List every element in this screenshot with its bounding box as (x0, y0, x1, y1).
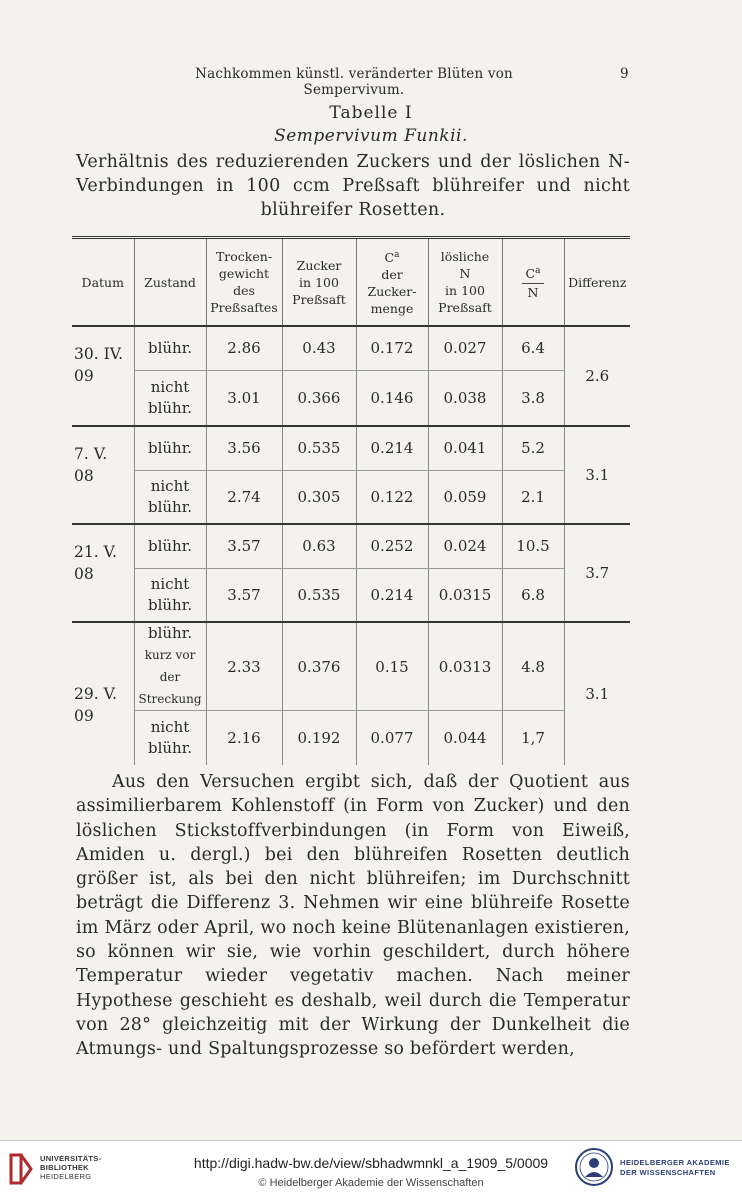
differenz-cell: 3.1 (564, 426, 630, 524)
header-differenz: Differenz (564, 238, 630, 327)
n-cell: 0.044 (428, 711, 502, 765)
datum-cell: 30. IV. 09 (72, 326, 134, 426)
datum-cell: 7. V. 08 (72, 426, 134, 524)
table-subtitle: Sempervivum Funkii. (274, 126, 468, 146)
header-loesliche-n: lösliche N in 100 Preßsaft (428, 238, 502, 327)
header-trockengewicht: Trocken- gewicht des Preßsaftes (206, 238, 282, 327)
page-url-link[interactable]: http://digi.hadw-bw.de/view/sbhadwmnkl_a_1909_5/0009 (193, 1155, 549, 1171)
zustand-cell: blühr. kurz vor der Streckung (134, 622, 206, 711)
ratio-cell: 10.5 (502, 524, 564, 568)
zucker-cell: 0.63 (282, 524, 356, 568)
n-cell: 0.0313 (428, 622, 502, 711)
table-row (72, 524, 630, 568)
ca-cell: 0.077 (356, 711, 428, 765)
header-datum: Datum (81, 274, 124, 290)
table-row (72, 426, 630, 470)
zustand-cell: nicht blühr. (134, 370, 206, 426)
body-text (76, 770, 630, 1062)
zucker-cell: 0.535 (282, 568, 356, 622)
ca-cell: 0.146 (356, 370, 428, 426)
differenz-cell: 3.1 (564, 622, 630, 765)
zucker-cell: 0.305 (282, 470, 356, 524)
differenz-cell: 3.7 (564, 524, 630, 622)
zustand-cell: nicht blühr. (134, 568, 206, 622)
zucker-cell: 0.366 (282, 370, 356, 426)
table-caption: Verhältnis des reduzierenden Zuckers und der löslichen N-Verbindungen in 100 ccm Preßsaft blühreifer und nicht blühreifer Rosetten. (76, 152, 630, 220)
ca-cell: 0.214 (356, 568, 428, 622)
page-number: 9 (620, 66, 629, 82)
table-row (72, 568, 630, 622)
ub-heidelberg-label: UNIVERSITÄTS- BIBLIOTHEK HEIDELBERG (40, 1154, 102, 1181)
table-row (72, 326, 630, 370)
zustand-cell: nicht blühr. (134, 470, 206, 524)
trocken-cell: 3.01 (206, 370, 282, 426)
academy-seal-icon[interactable] (574, 1147, 614, 1187)
n-cell: 0.027 (428, 326, 502, 370)
ca-cell: 0.122 (356, 470, 428, 524)
ratio-cell: 5.2 (502, 426, 564, 470)
n-cell: 0.038 (428, 370, 502, 426)
header-zucker: Zucker in 100 Preßsaft (282, 238, 356, 327)
table-header-row (72, 238, 630, 327)
running-head: Nachkommen künstl. veränderter Blüten von Sempervivum. (195, 66, 513, 98)
ca-cell: 0.214 (356, 426, 428, 470)
table-row (72, 470, 630, 524)
header-ca: $C^a$ der Zucker- menge (356, 238, 428, 327)
viewer-footer (0, 1140, 742, 1197)
zucker-cell: 0.43 (282, 326, 356, 370)
trocken-cell: 2.16 (206, 711, 282, 765)
zustand-cell: nicht blühr. (134, 711, 206, 765)
ratio-cell: 1,7 (502, 711, 564, 765)
ratio-cell: 3.8 (502, 370, 564, 426)
ratio-cell: 6.8 (502, 568, 564, 622)
table-title: Tabelle I (329, 103, 413, 123)
copyright-notice: © Heidelberger Akademie der Wissenschaften (258, 1177, 484, 1189)
zustand-cell: blühr. (134, 326, 206, 370)
header-zustand: Zustand (134, 238, 206, 327)
ratio-cell: 6.4 (502, 326, 564, 370)
zucker-cell: 0.192 (282, 711, 356, 765)
data-table (72, 236, 630, 765)
datum-cell: 29. V. 09 (74, 685, 117, 725)
trocken-cell: 2.86 (206, 326, 282, 370)
trocken-cell: 3.57 (206, 524, 282, 568)
body-paragraph: Aus den Versuchen ergibt sich, daß der Quotient aus assimilierbarem Kohlenstoff (in Form von Zucker) und den löslichen Stickstoffverbindungen (in Form von Eiweiß, Amiden u. dergl.) bei den blühreifen Rosetten deutlich größer ist, als bei den nicht blühreifen; im Durchschnitt beträgt die Differenz 3. Nehmen wir eine blühreife Rosette im März oder April, wo noch keine Blütenanlagen existieren, so können wir sie, wie vorhin geschildert, durch höhere Temperatur wieder vegetativ machen. Nach meiner Hypothese geschieht es deshalb, weil durch die Temperatur von 28° gleichzeitig mit der Wirkung der Dunkelheit die Atmungs- und Spaltungsprozesse so befördert werden, (76, 772, 630, 1060)
table-row (72, 370, 630, 426)
trocken-cell: 3.57 (206, 568, 282, 622)
n-cell: 0.024 (428, 524, 502, 568)
ca-cell: 0.252 (356, 524, 428, 568)
trocken-cell: 3.56 (206, 426, 282, 470)
table-row (72, 711, 630, 765)
datum-cell: 21. V. 08 (72, 524, 134, 622)
ca-cell: 0.172 (356, 326, 428, 370)
ca-cell: 0.15 (356, 622, 428, 711)
differenz-cell: 2.6 (564, 326, 630, 426)
trocken-cell: 2.33 (206, 622, 282, 711)
n-cell: 0.0315 (428, 568, 502, 622)
table-row (72, 622, 630, 711)
ratio-cell: 4.8 (502, 622, 564, 711)
zucker-cell: 0.376 (282, 622, 356, 711)
academy-label: HEIDELBERGER AKADEMIE DER WISSENSCHAFTEN (620, 1158, 730, 1177)
n-cell: 0.041 (428, 426, 502, 470)
zustand-cell: blühr. (134, 524, 206, 568)
trocken-cell: 2.74 (206, 470, 282, 524)
n-cell: 0.059 (428, 470, 502, 524)
ratio-cell: 2.1 (502, 470, 564, 524)
header-ratio: $\frac{C^a}{N}$ (502, 238, 564, 327)
zustand-cell: blühr. (134, 426, 206, 470)
zucker-cell: 0.535 (282, 426, 356, 470)
